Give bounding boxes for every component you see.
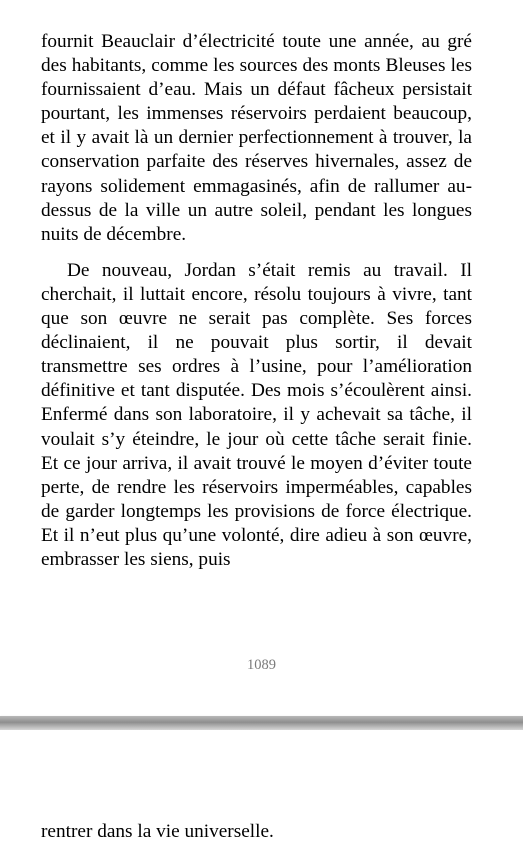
paragraph-1: fournit Beauclair d’électricité toute une année, au gré des habitants, comme les sources des monts Bleuses les fournissaient d’eau. Mais un défaut fâcheux persistait pourtant, les immenses réservoirs perdaient beaucoup, et il y avait là un dernier perfectionnement à trouver, la conservation parfaite des réserves hivernales, assez de rayons solidement emmagasinés, afin de rallumer au-dessus de la ville un autre soleil, pendant les longues nuits de décembre. [41, 31, 472, 245]
page-number: 1089 [247, 657, 276, 673]
page-body-text [41, 30, 472, 572]
next-page-first-line: rentrer dans la vie universelle. [41, 821, 274, 842]
page-break-divider [0, 716, 523, 730]
paragraph-2: De nouveau, Jordan s’était remis au travail. Il cherchait, il luttait encore, résolu toujours à vivre, tant que son œuvre ne serait pas complète. Ses forces déclinaient, il ne pouvait plus sortir, il devait transmettre ses ordres à l’usine, pour l’amélioration définitive et tant disputée. Des mois s’écoulèrent ainsi. Enfermé dans son laboratoire, il y achevait sa tâche, il voulait s’y éteindre, le jour où cette tâche serait finie. Et ce jour arriva, il avait trouvé le moyen d’éviter toute perte, de rendre les réservoirs imperméables, capables de garder longtemps les provisions de force électrique. Et il n’eut plus qu’une volonté, dire adieu à son œuvre, embrasser les siens, puis [41, 259, 472, 570]
